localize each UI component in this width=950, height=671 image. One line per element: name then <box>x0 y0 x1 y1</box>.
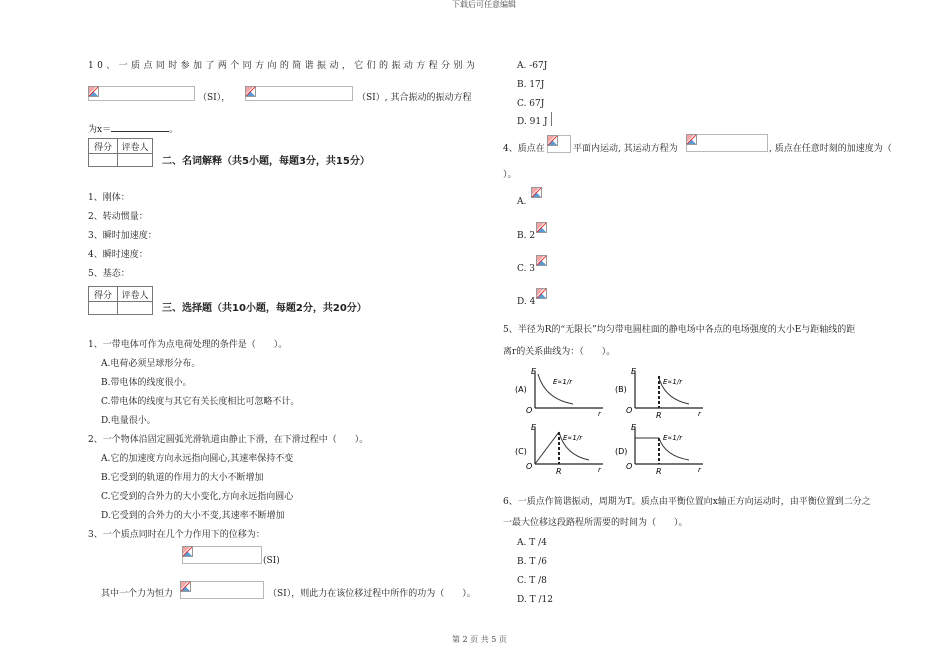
score-table <box>88 286 153 315</box>
q1-stem: 1、一带电体可作为点电荷处理的条件是（ ）。 <box>88 340 288 350</box>
q5-stem-line2: 离r的关系曲线为：（ ）。 <box>503 347 616 357</box>
q6-stem-line1: 6、一质点作简谐振动，周期为T。质点由平衡位置向x轴正方向运动时，由平衡位置到二分之 <box>503 497 871 507</box>
q3-work-text: （SI），则此力在该位移过程中所作的功为（ ）。 <box>268 589 476 599</box>
q2-option-b[interactable]: B.它受到的轨道的作用力的大小不断增加 <box>101 473 264 483</box>
image-placeholder-icon <box>547 135 558 146</box>
header-note: 下载后可任意编辑 <box>452 0 516 9</box>
term-item: 2、转动惯量： <box>88 212 148 222</box>
score-cell[interactable] <box>89 302 118 315</box>
q10-answer-suffix: 。 <box>169 125 179 135</box>
q10-answer-blank[interactable] <box>111 122 169 132</box>
curve-label: E∝1/r <box>553 378 573 386</box>
q10-si1: （SI）， <box>198 93 231 103</box>
q4-equation-field <box>686 134 768 152</box>
q5-stem-line1: 5、半径为R的“无限长”均匀带电圆柱面的静电场中各点的电场强度的大小E与距轴线的距 <box>503 325 856 335</box>
q3-force-text: 其中一个力为恒力 <box>101 589 174 599</box>
q3-si: (SI) <box>263 556 280 566</box>
axis-r-label: r <box>698 410 701 418</box>
image-placeholder-icon <box>182 546 193 557</box>
term-item: 4、瞬时速度： <box>88 250 148 260</box>
grader-label: 评卷人 <box>118 287 153 302</box>
graph-label: (D) <box>615 447 628 456</box>
r-mark-label: R <box>656 467 662 476</box>
q10-answer-line <box>88 122 178 136</box>
section2-title: 二、名词解释（共5小题，每题3分，共15分） <box>162 156 370 167</box>
section3-title: 三、选择题（共10小题，每题2分，共20分） <box>162 303 367 314</box>
grader-cell[interactable] <box>118 154 153 167</box>
curve-label: E∝1/r <box>663 434 683 442</box>
r-mark-label: R <box>556 467 562 476</box>
q10-equation2-field <box>245 86 353 101</box>
image-placeholder-icon <box>536 222 547 233</box>
q3-force-field <box>180 581 264 599</box>
q3-option-d[interactable]: D. 91 J <box>517 117 548 127</box>
graph-label: (B) <box>615 385 627 394</box>
q4-text-a: 4、质点在 <box>503 144 545 154</box>
image-placeholder-icon <box>536 255 547 266</box>
image-placeholder-icon <box>536 288 547 299</box>
image-placeholder-icon <box>88 86 99 97</box>
q6-stem-line2: 一最大位移这段路程所需要的时间为（ ）。 <box>503 518 688 528</box>
axis-r-label: r <box>598 466 601 474</box>
q3-displacement-field <box>182 546 262 564</box>
q10-si2: （SI）, 其合振动的振动方程 <box>357 93 472 103</box>
r-mark-label: R <box>656 411 662 420</box>
q1-option-b[interactable]: B.带电体的线度很小。 <box>101 378 192 388</box>
graph-c[interactable] <box>513 422 608 480</box>
q3-option-b[interactable]: B. 17J <box>517 80 545 90</box>
cursor-mark <box>551 112 552 126</box>
q4-option-c[interactable]: C. 3 <box>517 264 536 274</box>
graph-a[interactable] <box>513 366 608 419</box>
q4-option-d[interactable]: D. 4 <box>517 297 536 307</box>
q6-option-a[interactable]: A. T /4 <box>517 538 547 548</box>
graph-label: (C) <box>515 447 527 456</box>
score-label: 得分 <box>89 139 118 154</box>
q1-option-d[interactable]: D.电量很小。 <box>101 416 156 426</box>
axis-origin-label: O <box>526 462 533 471</box>
image-placeholder-icon <box>180 581 191 592</box>
q6-option-b[interactable]: B. T /6 <box>517 557 547 567</box>
grader-cell[interactable] <box>118 302 153 315</box>
q3-option-a[interactable]: A. -67J <box>517 61 548 71</box>
q1-option-c[interactable]: C.带电体的线度与其它有关长度相比可忽略不计。 <box>101 397 300 407</box>
graph-d[interactable] <box>613 422 708 480</box>
axis-r-label: r <box>698 466 701 474</box>
q2-stem: 2、一个物体沿固定圆弧光滑轨道由静止下滑，在下滑过程中（ ）。 <box>88 435 369 445</box>
score-cell[interactable] <box>89 154 118 167</box>
q6-option-d[interactable]: D. T /12 <box>517 595 553 605</box>
axis-e-label: E <box>631 367 637 376</box>
score-label: 得分 <box>89 287 118 302</box>
page-number: 第 2 页 共 5 页 <box>452 635 507 644</box>
curve-label: E∝1/r <box>663 378 683 386</box>
q10-equation1-field <box>88 86 195 101</box>
q3-stem: 3、一个质点同时在几个力作用下的位移为： <box>88 530 265 540</box>
q6-option-c[interactable]: C. T /8 <box>517 576 547 586</box>
axis-e-label: E <box>531 367 537 376</box>
axis-e-label: E <box>631 423 637 432</box>
q10-answer-prefix: 为x＝ <box>88 125 112 135</box>
axis-e-label: E <box>531 423 537 432</box>
axis-origin-label: O <box>626 406 633 415</box>
image-placeholder-icon <box>245 86 256 97</box>
q2-option-a[interactable]: A.它的加速度方向永远指向圆心,其速率保持不变 <box>101 454 294 464</box>
q2-option-d[interactable]: D.它受到的合外力的大小不变,其速率不断增加 <box>101 511 285 521</box>
term-item: 5、基态： <box>88 269 130 279</box>
graph-b[interactable] <box>613 366 708 424</box>
q1-option-a[interactable]: A.电荷必须呈球形分布。 <box>101 359 201 369</box>
curve-label: E∝1/r <box>563 434 583 442</box>
term-item: 1、刚体： <box>88 193 130 203</box>
axis-origin-label: O <box>526 406 533 415</box>
term-item: 3、瞬时加速度： <box>88 231 157 241</box>
image-placeholder-icon <box>531 187 542 198</box>
q3-option-c[interactable]: C. 67J <box>517 99 545 109</box>
q4-option-b[interactable]: B. 2 <box>517 231 536 241</box>
q4-text-b: 平面内运动, 其运动方程为 <box>573 144 678 154</box>
axis-origin-label: O <box>626 462 633 471</box>
q2-option-c[interactable]: C.它受到的合外力的大小变化,方向永远指向圆心 <box>101 492 294 502</box>
axis-r-label: r <box>598 410 601 416</box>
score-table <box>88 138 153 167</box>
grader-label: 评卷人 <box>118 139 153 154</box>
q4-text-c: , 质点在任意时刻的加速度为（ <box>769 144 892 154</box>
q4-text-d: ）。 <box>503 170 517 180</box>
q10-stem: 10、一质点同时参加了两个同方向的简谐振动，它们的振动方程分别为 <box>88 61 479 71</box>
graph-label: (A) <box>515 385 527 394</box>
image-placeholder-icon <box>686 134 697 145</box>
q4-option-a[interactable]: A. <box>517 197 527 207</box>
